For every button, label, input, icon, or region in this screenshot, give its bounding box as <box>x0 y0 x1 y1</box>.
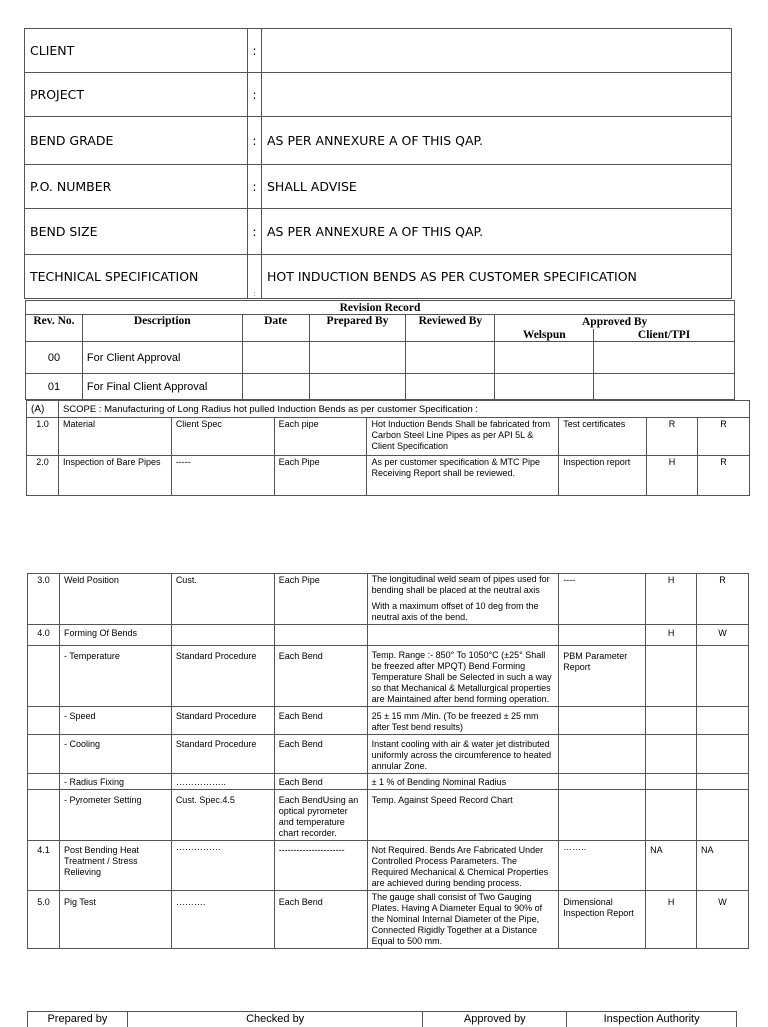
item-name: Material <box>58 418 171 456</box>
item-no <box>28 735 60 774</box>
frequency: Each Bend <box>274 707 367 735</box>
inspection-code-a: H <box>646 574 697 625</box>
record: Dimensional Inspection Report <box>559 891 646 949</box>
inspection-code-a: H <box>646 625 697 646</box>
item-name: Post Bending Heat Treatment / Stress Relieving <box>59 841 171 891</box>
bend-size-colon: : <box>248 209 262 255</box>
item-name: Pig Test <box>59 891 171 949</box>
item-no: 4.1 <box>28 841 60 891</box>
item-no <box>28 790 60 841</box>
table-row <box>28 790 749 841</box>
revision-record-table <box>25 300 735 400</box>
criteria: The gauge shall consist of Two Gauging Plates. Having A Diameter Equal to 90% of the Nominal Internal Diameter of the Pipe, Connected Rigidly Together at a Distance Equal to 500 mm. <box>367 891 559 949</box>
frequency: Each Bend <box>274 891 367 949</box>
qap-table-forming <box>27 573 749 949</box>
revision-row <box>26 342 735 374</box>
project-row <box>25 73 732 117</box>
section-id: (A) <box>27 401 59 418</box>
approved-by-label: Approved by <box>423 1012 567 1027</box>
item-name: - Speed <box>59 707 171 735</box>
frequency: Each BendUsing an optical pyrometer and temperature chart recorder. <box>274 790 367 841</box>
description-cell: For Client Approval <box>82 342 242 374</box>
client-row <box>25 29 732 73</box>
inspection-code-b: R <box>698 418 750 456</box>
inspection-code-b: R <box>698 456 750 496</box>
frequency <box>274 625 367 646</box>
frequency: Each Bend <box>274 646 367 707</box>
table-row <box>28 774 749 790</box>
po-number-value: SHALL ADVISE <box>262 165 732 209</box>
record: Test certificates <box>559 418 647 456</box>
item-no <box>28 774 60 790</box>
client-colon: : <box>248 29 262 73</box>
tech-spec-colon: : <box>248 255 262 299</box>
item-name: - Temperature <box>59 646 171 707</box>
client-label: CLIENT <box>25 29 248 73</box>
client-value <box>262 29 732 73</box>
rev-no-header: Rev. No. <box>26 315 83 342</box>
approved-by-header: Approved By <box>495 315 735 329</box>
reference: Standard Procedure <box>171 707 274 735</box>
criteria: ± 1 % of Bending Nominal Radius <box>367 774 559 790</box>
reference: ………. <box>171 891 274 949</box>
inspection-code-a <box>646 646 697 707</box>
frequency: ---------------------- <box>274 841 367 891</box>
criteria: As per customer specification & MTC Pipe Receiving Report shall be reviewed. <box>367 456 559 496</box>
item-name: Weld Position <box>59 574 171 625</box>
inspection-code-b: W <box>697 625 749 646</box>
item-name: - Radius Fixing <box>59 774 171 790</box>
frequency: Each Pipe <box>274 574 367 625</box>
criteria-line: With a maximum offset of 10 deg from the neutral axis of the bend. <box>372 601 555 623</box>
bend-grade-colon: : <box>248 117 262 165</box>
criteria: Temp. Range :- 850° To 1050°C (±25° Shall be freezed after MPQT) Bend Forming Temperature Shall be Selected in such a way so that Mechanical & Metallurgical properties are Maintained after bend forming operation. <box>367 646 559 707</box>
frequency: Each Pipe <box>274 456 367 496</box>
rev-no-cell: 00 <box>26 342 83 374</box>
criteria-line: The longitudinal weld seam of pipes used for bending shall be placed at the neutral axis <box>372 574 555 596</box>
inspection-code-a <box>646 707 697 735</box>
inspection-code-b: R <box>697 574 749 625</box>
item-no: 1.0 <box>27 418 59 456</box>
criteria: Instant cooling with air & water jet distributed uniformly across the circumference to heated annular Zone. <box>367 735 559 774</box>
inspection-code-a: H <box>647 456 698 496</box>
item-no: 2.0 <box>27 456 59 496</box>
tech-spec-label: TECHNICAL SPECIFICATION <box>25 255 248 299</box>
criteria: Not Required. Bends Are Fabricated Under Controlled Process Parameters. The Required Mechanical & Chemical Properties are achieved during bending process. <box>367 841 559 891</box>
item-no: 5.0 <box>28 891 60 949</box>
po-number-colon: : <box>248 165 262 209</box>
qap-table-scope <box>26 400 750 496</box>
bend-size-label: BEND SIZE <box>25 209 248 255</box>
reference: Cust. <box>171 574 274 625</box>
prepared-by-label: Prepared by <box>28 1012 128 1027</box>
inspection-code-b: W <box>697 891 749 949</box>
table-row <box>27 456 750 496</box>
table-row <box>28 735 749 774</box>
record: Inspection report <box>559 456 647 496</box>
item-no <box>28 707 60 735</box>
revision-title: Revision Record <box>26 301 735 315</box>
item-name: Inspection of Bare Pipes <box>58 456 171 496</box>
description-cell: For Final Client Approval <box>82 374 242 400</box>
record <box>559 707 646 735</box>
description-header: Description <box>82 315 242 342</box>
project-info-table <box>24 28 732 299</box>
po-number-label: P.O. NUMBER <box>25 165 248 209</box>
table-row <box>28 574 749 625</box>
table-row <box>28 646 749 707</box>
tech-spec-value: HOT INDUCTION BENDS AS PER CUSTOMER SPECIFICATION <box>262 255 732 299</box>
frequency: Each Bend <box>274 774 367 790</box>
project-value <box>262 73 732 117</box>
inspection-code-b <box>697 774 749 790</box>
project-label: PROJECT <box>25 73 248 117</box>
item-name: - Cooling <box>59 735 171 774</box>
record: …….. <box>559 841 646 891</box>
table-row <box>28 891 749 949</box>
record <box>559 774 646 790</box>
record <box>559 735 646 774</box>
inspection-code-b <box>697 735 749 774</box>
bend-size-row <box>25 209 732 255</box>
inspection-code-b <box>697 707 749 735</box>
record <box>559 790 646 841</box>
reference: Standard Procedure <box>171 646 274 707</box>
bend-grade-value: AS PER ANNEXURE A OF THIS QAP. <box>262 117 732 165</box>
reference: Client Spec <box>171 418 274 456</box>
prepared-by-header: Prepared By <box>309 315 406 342</box>
welspun-header: Welspun <box>495 329 594 342</box>
item-name: - Pyrometer Setting <box>59 790 171 841</box>
table-row <box>28 841 749 891</box>
item-name: Forming Of Bends <box>59 625 171 646</box>
rev-no-cell: 01 <box>26 374 83 400</box>
item-no: 3.0 <box>28 574 60 625</box>
reference: Cust. Spec.4.5 <box>171 790 274 841</box>
bend-grade-label: BEND GRADE <box>25 117 248 165</box>
table-row <box>28 625 749 646</box>
reference: ----- <box>171 456 274 496</box>
criteria: Temp. Against Speed Record Chart <box>367 790 559 841</box>
item-no: 4.0 <box>28 625 60 646</box>
inspection-code-a: H <box>646 891 697 949</box>
frequency: Each Bend <box>274 735 367 774</box>
reference: …………… <box>171 841 274 891</box>
po-number-row <box>25 165 732 209</box>
client-tpi-header: Client/TPI <box>594 329 735 342</box>
reference <box>171 625 274 646</box>
table-row <box>27 418 750 456</box>
item-no <box>28 646 60 707</box>
checked-by-label: Checked by <box>127 1012 423 1027</box>
inspection-code-a: NA <box>646 841 697 891</box>
inspection-code-b: NA <box>697 841 749 891</box>
signature-footer <box>27 1011 737 1027</box>
project-colon: : <box>248 73 262 117</box>
date-header: Date <box>242 315 309 342</box>
inspection-authority-label: Inspection Authority <box>567 1012 737 1027</box>
reference: …………….. <box>171 774 274 790</box>
criteria: 25 ± 15 mm /Min. (To be freezed ± 25 mm after Test bend results) <box>367 707 559 735</box>
criteria: Hot Induction Bends Shall be fabricated from Carbon Steel Line Pipes as per API 5L & Client Specification <box>367 418 559 456</box>
reference: Standard Procedure <box>171 735 274 774</box>
record <box>559 625 646 646</box>
inspection-code-a: R <box>647 418 698 456</box>
bend-grade-row <box>25 117 732 165</box>
table-row <box>28 707 749 735</box>
reviewed-by-header: Reviewed By <box>406 315 495 342</box>
revision-row <box>26 374 735 400</box>
inspection-code-a <box>646 774 697 790</box>
frequency: Each pipe <box>274 418 367 456</box>
inspection-code-b <box>697 646 749 707</box>
inspection-code-b <box>697 790 749 841</box>
inspection-code-a <box>646 735 697 774</box>
record: PBM Parameter Report <box>559 646 646 707</box>
criteria <box>367 574 559 625</box>
scope-text: SCOPE : Manufacturing of Long Radius hot pulled Induction Bends as per customer Specification : <box>58 401 749 418</box>
record: ---- <box>559 574 646 625</box>
inspection-code-a <box>646 790 697 841</box>
bend-size-value: AS PER ANNEXURE A OF THIS QAP. <box>262 209 732 255</box>
criteria <box>367 625 559 646</box>
tech-spec-row <box>25 255 732 299</box>
